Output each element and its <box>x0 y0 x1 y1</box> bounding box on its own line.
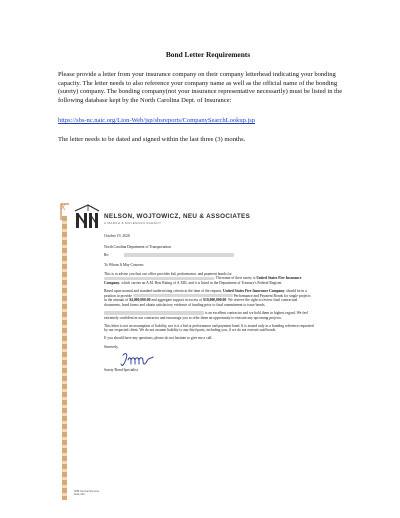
letter-body <box>104 234 314 376</box>
letter-re-line: Re: <box>104 253 314 258</box>
letter-paragraph-3: is an excellent contractor and we hold them in highest regard. We feel extremely confident in our contractor and encourage you to offer them an opportunity to execute any upcoming projects. <box>104 310 308 320</box>
page-title: Bond Letter Requirements <box>165 50 251 59</box>
redacted-text <box>104 277 214 280</box>
letterhead-side-rail <box>62 216 67 500</box>
redacted-text <box>133 294 233 297</box>
firm-name: NELSON, WOJTOWICZ, NEU & ASSOCIATES <box>104 213 251 220</box>
signer-title: Surety Bond Specialist <box>104 367 138 372</box>
letter-paragraph-2: Based upon normal and standard underwriting criteria at the time of the request, United States Fire Insurance Company, should be in a position to provide Performance and Payment Bonds for single projects in the amount of $4,000,000.00 and aggregate support in excess of $10,000,000.00. We reserve the right to review final contractual documents, bond forms and obtain satisfactory evidence of funding prior to final commitment to issue bonds. <box>104 288 311 307</box>
date-requirement-note: The letter needs to be dated and signed within the last three (3) months. <box>58 136 246 144</box>
letter-paragraph-4: This letter is not an assumption of liability, nor is it a bid or performance and payment bond. It is issued only as a bonding reference requested by our respected client. We do not assume liability to any third party, including you, if we do not execute said bonds. <box>104 323 314 333</box>
naic-database-link[interactable]: https://sbs-nc.naic.org/Lion-Web/jsp/sbsreports/CompanySearchLookup.jsp <box>58 117 256 125</box>
letterhead <box>74 204 334 230</box>
signature <box>120 351 154 369</box>
letter-paragraph-5: If you should have any questions, please do not hesitate to give me a call. <box>104 336 213 341</box>
intro-paragraph: Please provide a letter from your insurance company on their company letterhead indicating your bonding capacity. The letter needs to also reference your company name as well as the official name of the bonding (surety) company. The bonding company(not your insurance representative necessarily) must be listed in the following database kept by the North Carolina Dept. of Insurance: <box>58 71 343 104</box>
letter-date: October 19, 2020 <box>104 234 130 238</box>
redacted-text <box>104 311 204 314</box>
redacted-text <box>124 253 234 256</box>
letter-paragraph-1: This is to advise you that our office provides bid, performance, and payment bonds for . The name of their surety is United States Fire Insurance Company, which carries an A.M. Best Rating of A XIII, and it is listed in the Department of Treasury's Federal Register. <box>104 271 302 285</box>
signature-area <box>104 353 314 367</box>
letter-salutation: To Whom It May Concern: <box>104 263 145 268</box>
instructions-section <box>58 50 358 143</box>
sample-bond-letter <box>60 196 342 518</box>
letterhead-fine-print: NNB General Services Suite 000 <box>74 490 100 497</box>
firm-tagline: A MARSH & MCLENNAN AGENCY <box>104 221 162 225</box>
letter-recipient: North Carolina Department of Transportation <box>104 244 171 249</box>
company-logo-icon <box>74 204 100 230</box>
letter-closing: Sincerely, <box>104 344 119 349</box>
